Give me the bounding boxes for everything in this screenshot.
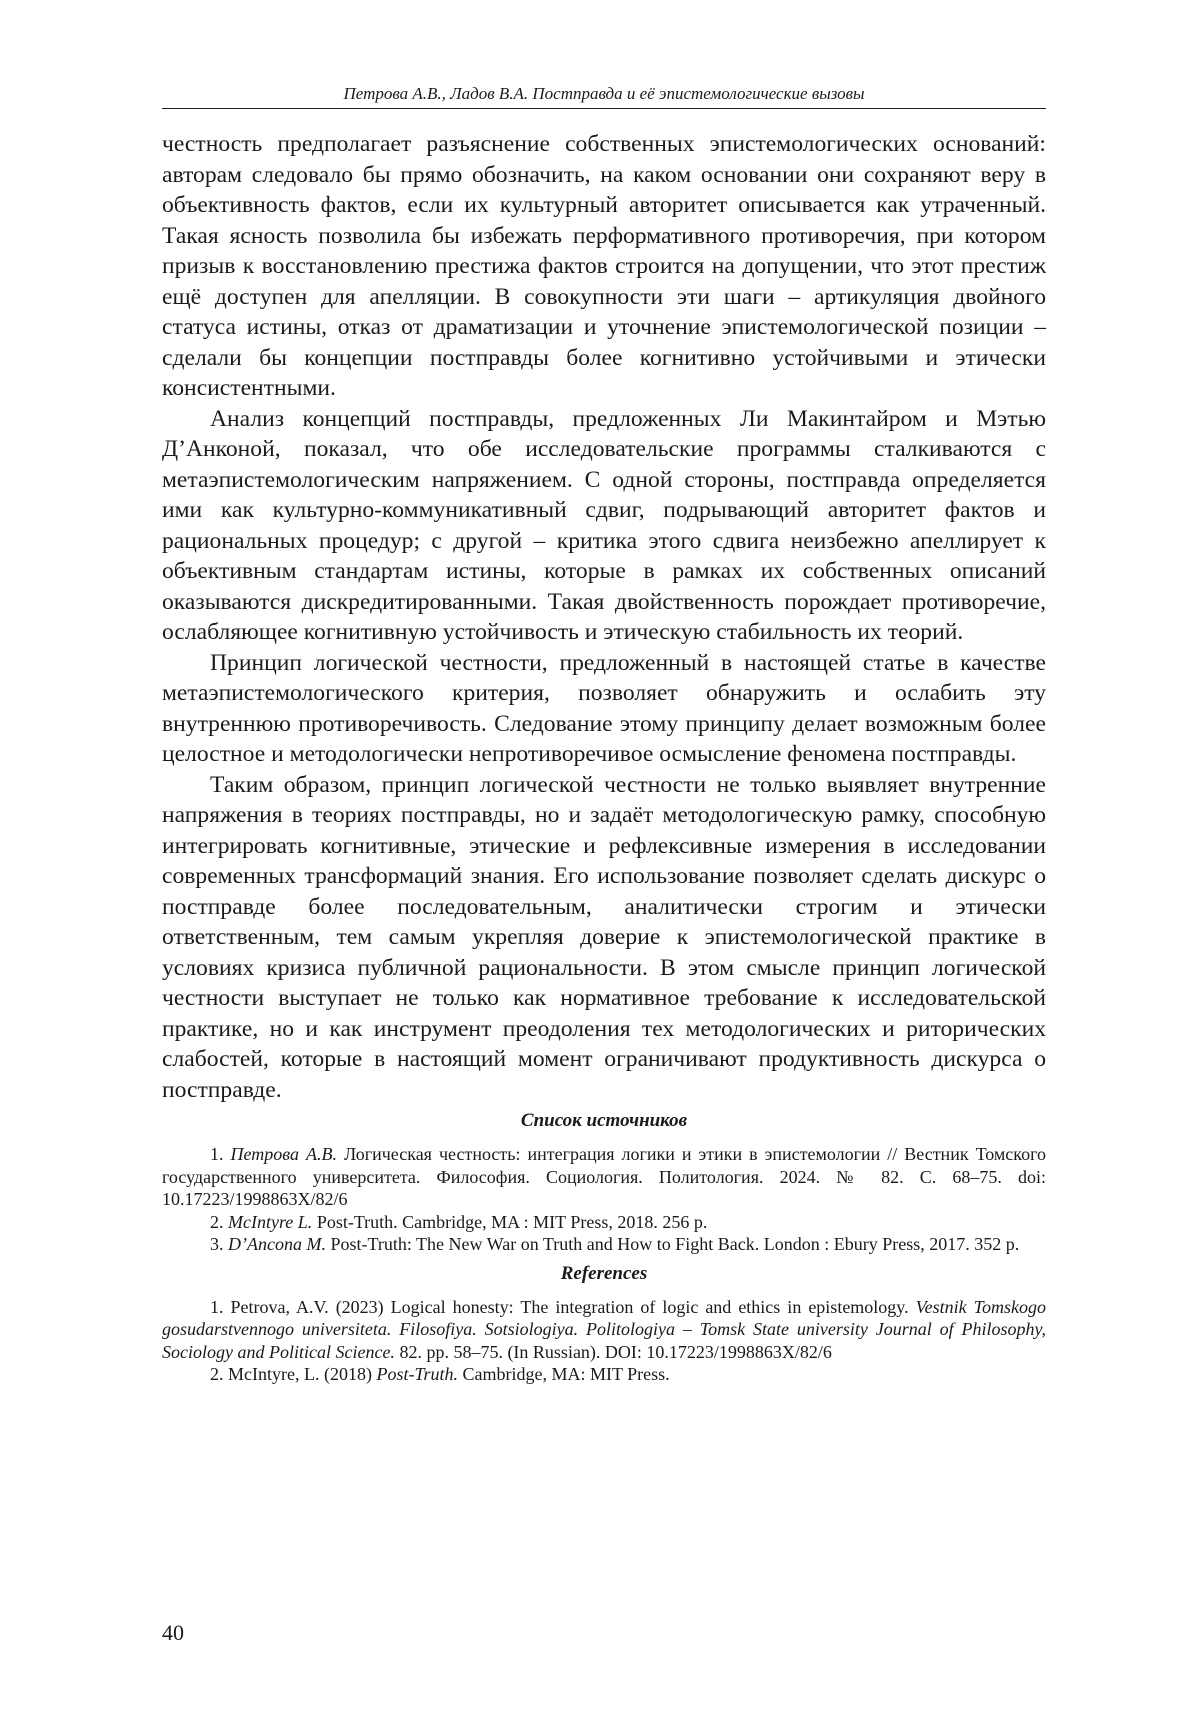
paragraph-principle: Принцип логической честности, предложенный в настоящей статье в качестве метаэпистемологического критерия, позволяет обнаружить и ослабить эту внутреннюю противоречивость. Следование этому принципу делает возможным более целостное и методологически непротиворечивое осмысление феномена постправды. (162, 649, 1046, 767)
page-number: 40 (162, 1620, 184, 1645)
source-author: D’Ancona M. (228, 1234, 326, 1254)
source-number: 2. (210, 1211, 224, 1232)
reference-lead: 1. Petrova, A.V. (2023) Logical honesty: The integration of logic and ethics in epistemology. (210, 1296, 909, 1317)
sources-list (162, 1143, 1046, 1256)
body-text (162, 129, 1046, 1105)
reference-journal: Vestnik Tomskogo gosudarstvennogo universiteta. Filosofiya. Sotsiologiya. Politologiya – Tomsk State university Journal of Philosophy, Sociology and Political Science. (162, 1296, 1047, 1362)
reference-tail: Cambridge, MA: MIT Press. (462, 1364, 670, 1384)
reference-item (162, 1363, 1046, 1386)
source-item (162, 1233, 1046, 1256)
reference-title: Post-Truth. (376, 1364, 458, 1384)
running-header: Петрова А.В., Ладов В.А. Постправда и её эпистемологические вызовы (162, 84, 1046, 109)
reference-tail: 82. pp. 58–75. (In Russian). DOI: 10.17223/1998863X/82/6 (399, 1341, 832, 1362)
source-details: Логическая честность: интеграция логики и этики в эпистемологии // Вестник Томского государственного университета. Философия. Социология. Политология. 2024. № 82. С. 68–75. doi: 10.17223/1998863X/82/6 (162, 1144, 1047, 1209)
reference-item (162, 1296, 1046, 1364)
paragraph-analysis: Анализ концепций постправды, предложенных Ли Макинтайром и Мэтью Д’Анконой, показал, что обе исследовательские программы сталкиваются с метаэпистемологическим напряжением. С одной стороны, постправда определяется ими как культурно-коммуникативный сдвиг, подрывающий авторитет фактов и рациональных процедур; с другой – критика этого сдвига неизбежно апеллирует к объективным стандартам истины, которые в рамках их собственных описаний оказываются дискредитированными. Такая двойственность порождает противоречие, ослабляющее когнитивную устойчивость и этическую стабильность их теорий. (162, 405, 1046, 645)
paper-page (162, 84, 1046, 1386)
references-heading: References (560, 1262, 648, 1284)
source-number: 1. (210, 1144, 224, 1164)
reference-lead: 2. McIntyre, L. (2018) (210, 1364, 372, 1384)
references-list (162, 1296, 1046, 1386)
source-details: Post-Truth. Cambridge, MA : MIT Press, 2018. 256 p. (316, 1211, 708, 1232)
source-author: McIntyre L. (228, 1211, 313, 1232)
source-details: Post-Truth: The New War on Truth and How to Fight Back. London : Ebury Press, 2017. 352 p. (330, 1234, 1020, 1254)
paragraph-conclusion: Таким образом, принцип логической честности не только выявляет внутренние напряжения в теориях постправды, но и задаёт методологическую рамку, способную интегрировать когнитивные, этические и рефлексивные измерения в исследовании современных трансформаций знания. Его использование позволяет сделать дискурс о постправде более последовательным, аналитически строгим и этически ответственным, тем самым укрепляя доверие к эпистемологической практике в условиях кризиса публичной рациональности. В этом смысле принцип логической честности выступает не только как нормативное требование к исследовательской практике, но и как инструмент преодоления тех методологических и риторических слабостей, которые в настоящий момент ограничивают продуктивность дискурса о постправде. (162, 771, 1046, 1103)
source-author: Петрова А.В. (230, 1144, 337, 1164)
paragraph-continuation: честность предполагает разъяснение собственных эпистемологических оснований: авторам следовало бы прямо обозначить, на каком основании они сохраняют веру в объективность фактов, если их культурный авторитет описывается как утраченный. Такая ясность позволила бы избежать перформативного противоречия, при котором призыв к восстановлению престижа фактов строится на допущении, что этот престиж ещё доступен для апелляции. В совокупности эти шаги – артикуляция двойного статуса истины, отказ от драматизации и уточнение эпистемологической позиции – сделали бы концепции постправды более когнитивно устойчивыми и этически консистентными. (162, 131, 1046, 401)
source-number: 3. (210, 1234, 224, 1254)
sources-heading: Список источников (520, 1110, 688, 1131)
source-item (162, 1143, 1046, 1211)
source-item (162, 1211, 1046, 1234)
